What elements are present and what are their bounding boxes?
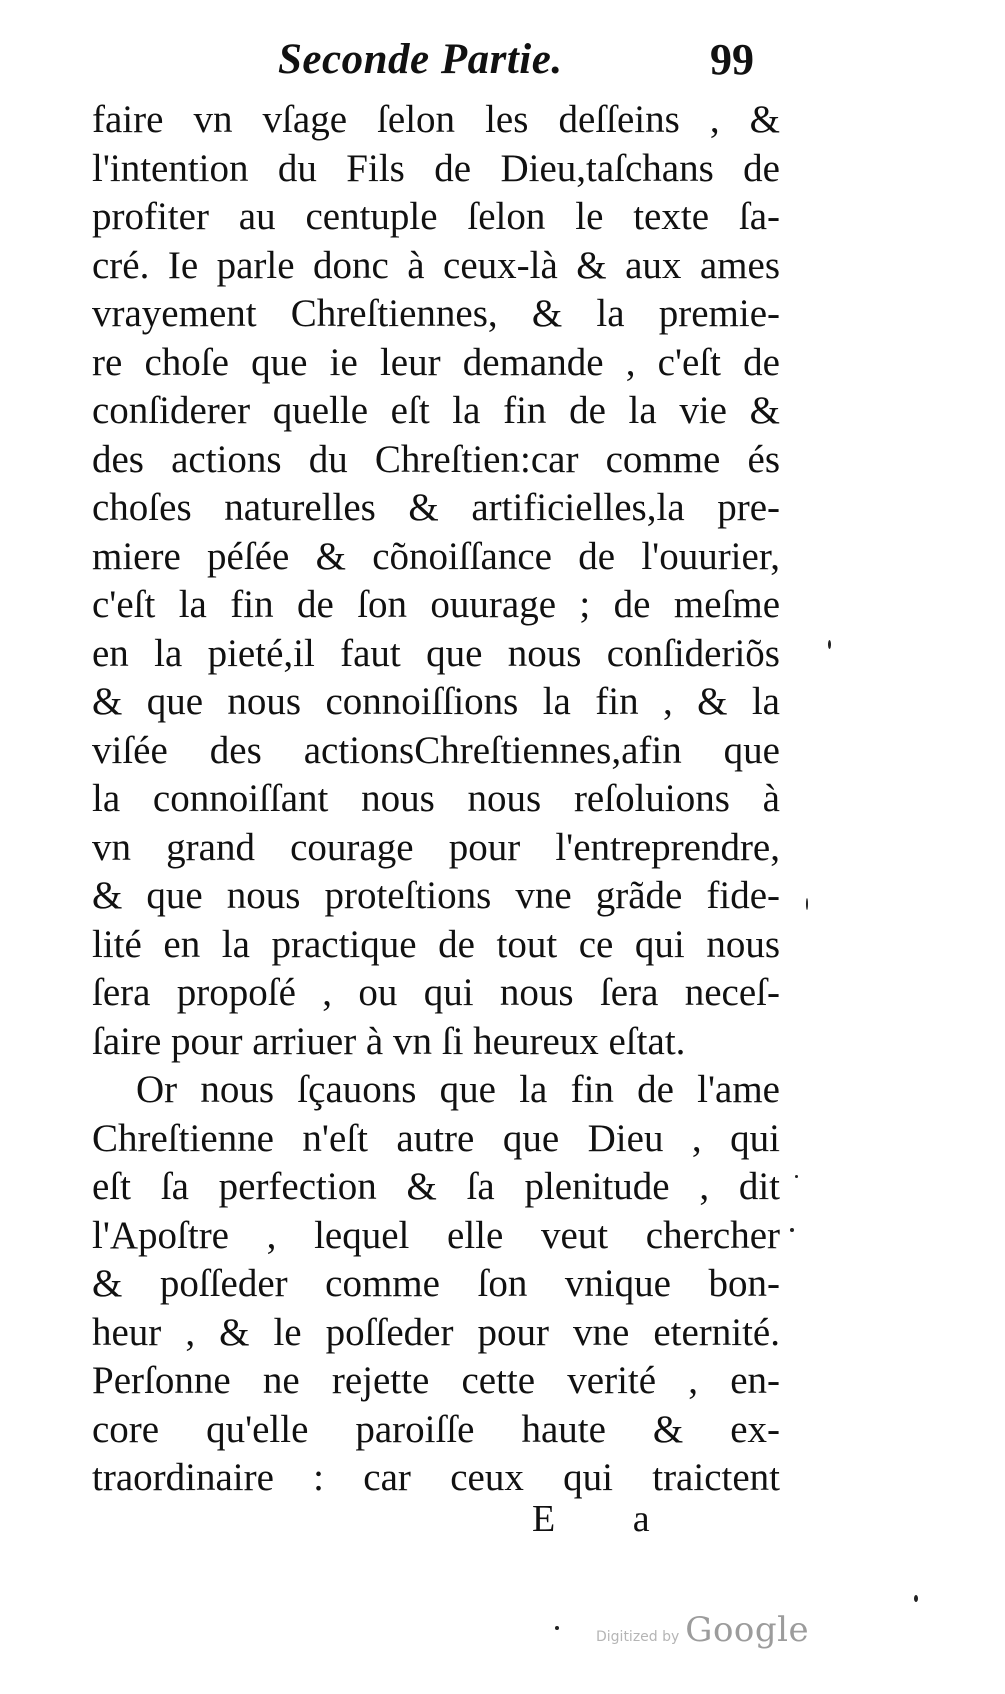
- text-line: & poſſeder comme ſon vnique bon-: [92, 1262, 780, 1305]
- text-line: vrayement Chreſtiennes, & la premie-: [92, 292, 780, 335]
- text-line: miere péſée & cõnoiſſance de l'ouurier,: [92, 534, 780, 578]
- text-line: l'intention du Fils de Dieu,taſchans de: [92, 146, 780, 190]
- text-line: heur , & le poſſeder pour vne eternité.: [92, 1310, 780, 1354]
- google-logo: Google: [685, 1610, 810, 1650]
- text-line: conſiderer quelle eſt la fin de la vie &: [92, 389, 780, 432]
- text-line: profiter au centuple ſelon le texte ſa-: [92, 195, 780, 238]
- text-line: vn grand courage pour l'entreprendre,: [92, 825, 780, 869]
- text-line: faire vn vſage ſelon les deſſeins , &: [92, 98, 780, 141]
- text-line: la connoiſſant nous nous reſoluions à: [92, 777, 780, 820]
- text-line: traordinaire : car ceux qui traictent: [92, 1456, 780, 1499]
- text-line: Or nous ſçauons que la fin de l'ame: [136, 1068, 780, 1111]
- margin-speck: [828, 640, 831, 649]
- text-line: en la pieté,il faut que nous conſideriõs: [92, 631, 780, 675]
- text-line: l'Apoſtre , lequel elle veut chercher: [92, 1213, 780, 1257]
- text-line: Chreſtienne n'eſt autre que Dieu , qui: [92, 1116, 780, 1160]
- text-line: lité en la practique de tout ce qui nous: [92, 922, 780, 966]
- text-line: ſera propoſé , ou qui nous ſera neceſ-: [92, 971, 780, 1014]
- margin-speck: [555, 1626, 559, 1630]
- text-line: viſée des actionsChreſtiennes,afin que: [92, 728, 780, 772]
- text-line: c'eſt la fin de ſon ouurage ; de meſme: [92, 583, 780, 626]
- signature-mark: E a: [532, 1498, 684, 1540]
- running-title: Seconde Partie.: [278, 36, 563, 83]
- margin-speck: [914, 1595, 918, 1602]
- body-text: [92, 96, 780, 1503]
- margin-speck: [795, 1175, 798, 1178]
- text-line: & que nous connoiſſions la fin , & la: [92, 680, 780, 723]
- running-head: [270, 35, 770, 98]
- text-line: eſt ſa perfection & ſa plenitude , dit: [92, 1165, 780, 1208]
- text-line: core qu'elle paroiſſe haute & ex-: [92, 1407, 780, 1451]
- text-line: cré. Ie parle donc à ceux-là & aux ames: [92, 243, 780, 287]
- digitized-watermark: [596, 1610, 809, 1650]
- text-line: des actions du Chreſtien:car comme és: [92, 437, 780, 481]
- margin-speck: [806, 898, 808, 910]
- text-line: ſaire pour arriuer à vn ſi heureux eſtat.: [92, 1019, 686, 1063]
- digitized-label: Digitized by: [596, 1629, 680, 1645]
- text-line: & que nous proteſtions vne grãde fide-: [92, 874, 780, 917]
- margin-speck: [790, 1228, 794, 1232]
- text-line: choſes naturelles & artificielles,la pre-: [92, 486, 780, 529]
- page-number: 99: [710, 35, 754, 84]
- text-line: re choſe que ie leur demande , c'eſt de: [92, 340, 780, 384]
- text-line: Perſonne ne rejette cette verité , en-: [92, 1359, 780, 1402]
